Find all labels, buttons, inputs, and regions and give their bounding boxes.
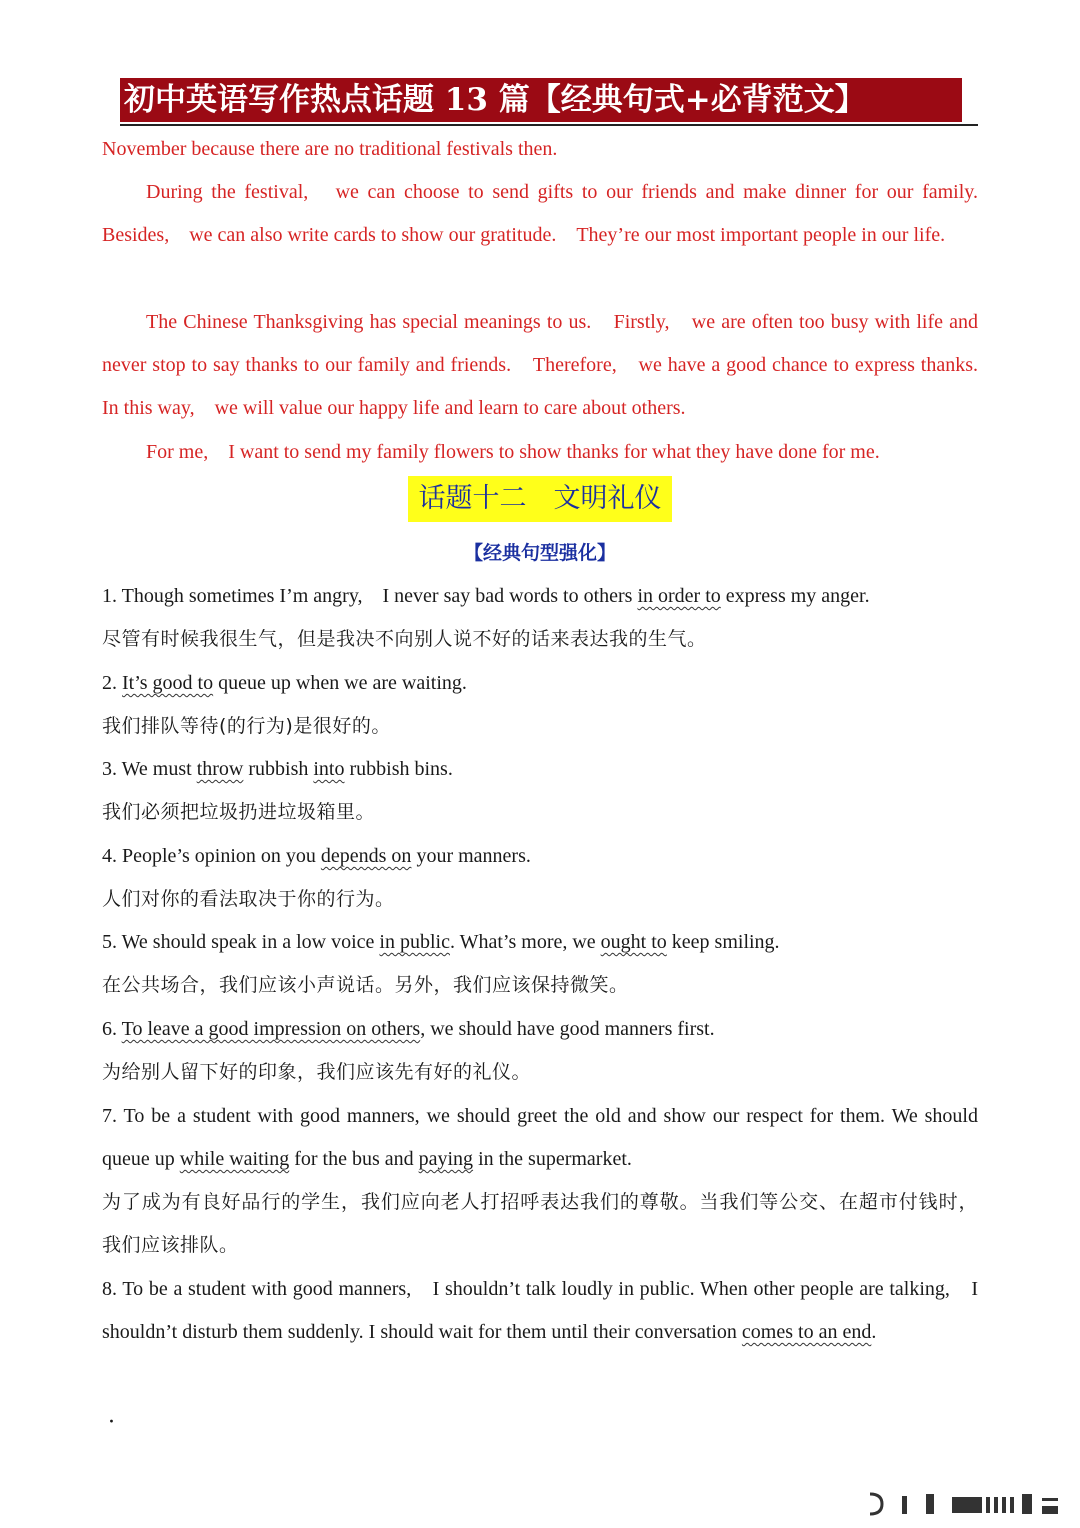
sentence-2-chinese: 我们排队等待(的行为)是很好的。: [102, 715, 391, 737]
bullet-dot: ·: [108, 1410, 115, 1435]
sentence-7-chinese: 为了成为有良好品行的学生，我们应向老人打招呼表达我们的尊敬。当我们等公交、在超市付钱时，我们应该排队。: [102, 1191, 978, 1256]
key-phrase: into: [313, 758, 345, 780]
sentence-2-english: 2. It’s good to queue up when we are waiting.: [102, 672, 467, 694]
document-title: 初中英语写作热点话题 13 篇【经典句式+必背范文】: [120, 78, 962, 122]
key-phrase: paying: [418, 1148, 474, 1170]
sentence-number: 6.: [102, 1018, 117, 1040]
sentence-8-english: 8. To be a student with good manners, I shouldn’t talk loudly in public. When other people are talking, I shouldn’t disturb them suddenly. I should wait for them until their conversation comes to an end.: [102, 1278, 978, 1343]
key-phrase: To leave a good impression on others: [121, 1018, 421, 1040]
sentence-4-english: 4. People’s opinion on you depends on your manners.: [102, 845, 531, 867]
sentence-number: 1.: [102, 585, 117, 607]
sentence-3-english: 3. We must throw rubbish into rubbish bins.: [102, 758, 453, 780]
sentence-7-english: 7. To be a student with good manners, we should greet the old and show our respect for them. We should queue up while waiting for the bus and paying in the supermarket.: [102, 1105, 978, 1170]
sentence-number: 3.: [102, 758, 117, 780]
topic-title: 话题十二 文明礼仪: [408, 476, 672, 522]
key-phrase: depends on: [320, 845, 412, 867]
sentence-3-chinese: 我们必须把垃圾扔进垃圾箱里。: [102, 801, 376, 823]
watermark-graphic: [856, 1488, 1066, 1518]
header-underline: [120, 124, 978, 126]
section-heading: 【经典句型强化】: [463, 542, 616, 564]
essay-paragraph-3: The Chinese Thanksgiving has special meanings to us. Firstly, we are often too busy with life and never stop to say thanks to our family and friends. Therefore, we have a good chance to express thanks. In this way, we will value our happy life and learn to care about others.: [102, 311, 998, 419]
sentence-number: 2.: [102, 672, 117, 694]
key-phrase: ought to: [600, 931, 667, 953]
document-header: [120, 76, 978, 128]
essay-paragraph-4: For me, I want to send my family flowers to show thanks for what they have done for me.: [146, 441, 880, 463]
sentence-5-english: 5. We should speak in a low voice in public. What’s more, we ought to keep smiling.: [102, 931, 780, 953]
sentence-number: 7.: [102, 1105, 117, 1127]
sentence-number: 8.: [102, 1278, 117, 1300]
sentence-6-english: 6. To leave a good impression on others, we should have good manners first.: [102, 1018, 715, 1040]
sentence-1-english: 1. Though sometimes I’m angry, I never say bad words to others in order to express my anger.: [102, 585, 870, 607]
key-phrase: throw: [196, 758, 244, 780]
sentence-4-chinese: 人们对你的看法取决于你的行为。: [102, 888, 395, 910]
essay-paragraph-1: November because there are no traditional festivals then.: [102, 138, 558, 160]
sentence-number: 4.: [102, 845, 117, 867]
sentence-5-chinese: 在公共场合，我们应该小声说话。另外，我们应该保持微笑。: [102, 974, 629, 996]
sentence-1-chinese: 尽管有时候我很生气，但是我决不向别人说不好的话来表达我的生气。: [102, 628, 707, 650]
sentence-6-chinese: 为给别人留下好的印象，我们应该先有好的礼仪。: [102, 1061, 532, 1083]
sentence-number: 5.: [102, 931, 117, 953]
key-phrase: in public: [379, 931, 450, 953]
key-phrase: It’s good to: [122, 672, 214, 694]
key-phrase: comes to an end: [741, 1321, 872, 1343]
key-phrase: in order to: [637, 585, 721, 607]
key-phrase: while waiting: [179, 1148, 290, 1170]
essay-paragraph-2: During the festival, we can choose to send gifts to our friends and make dinner for our family. Besides, we can also write cards to show our gratitude. They’re our most important people in our life.: [102, 181, 978, 246]
